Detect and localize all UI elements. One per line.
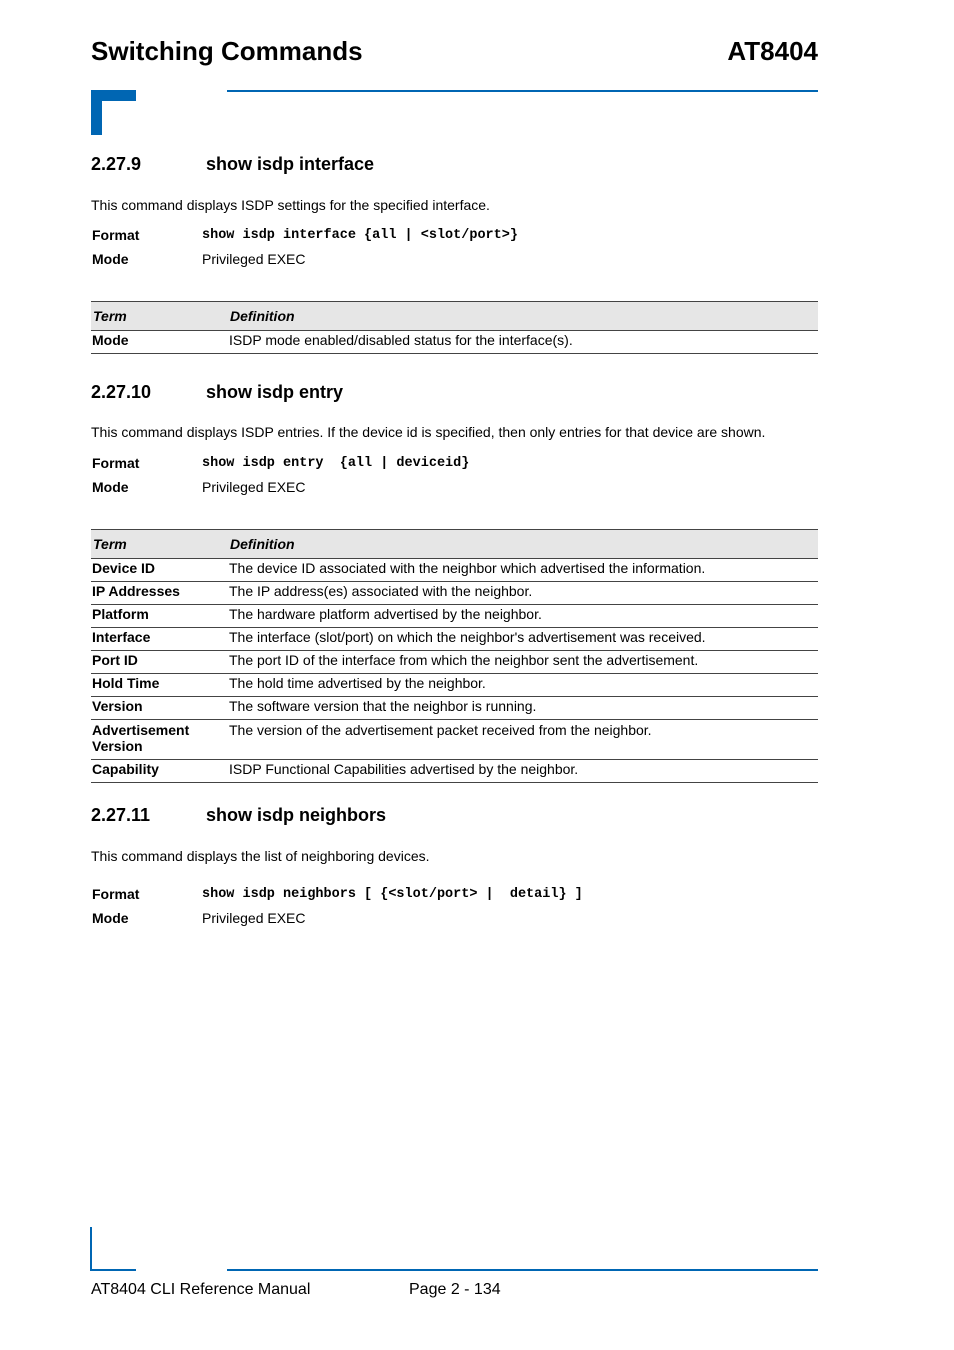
table-header-term: Term <box>91 302 228 331</box>
table-row <box>91 559 818 582</box>
header-product: AT8404 <box>727 36 818 66</box>
header-corner-mark <box>91 90 136 135</box>
term-cell: Version <box>91 697 228 720</box>
term-cell: Interface <box>91 628 228 651</box>
term-cell: Platform <box>91 605 228 628</box>
definition-cell: The interface (slot/port) on which the neighbor's advertisement was received. <box>228 628 818 651</box>
term-cell: IP Addresses <box>91 582 228 605</box>
header-title: Switching Commands <box>91 36 363 66</box>
footer-rule <box>227 1269 818 1271</box>
definition-cell: ISDP Functional Capabilities advertised by the neighbor. <box>228 760 818 783</box>
term-cell: Mode <box>91 331 228 354</box>
table-row <box>91 331 818 354</box>
mode-label: Mode <box>92 251 129 267</box>
table-row <box>91 605 818 628</box>
format-label: Format <box>92 227 140 243</box>
table-row <box>91 720 818 760</box>
definition-cell: The port ID of the interface from which the neighbor sent the advertisement. <box>228 651 818 674</box>
format-label: Format <box>92 886 140 902</box>
definition-cell: ISDP mode enabled/disabled status for the interface(s). <box>228 331 818 354</box>
definition-cell: The hold time advertised by the neighbor. <box>228 674 818 697</box>
section-number: 2.27.10 <box>91 382 152 402</box>
format-label: Format <box>92 455 140 471</box>
mode-label: Mode <box>92 479 129 495</box>
section-description: This command displays ISDP settings for the specified interface. <box>91 197 490 213</box>
table-row <box>91 760 818 783</box>
term-cell: Capability <box>91 760 228 783</box>
term-cell: Hold Time <box>91 674 228 697</box>
format-command: show isdp interface {all | <slot/port>} <box>202 228 518 243</box>
definition-cell: The version of the advertisement packet received from the neighbor. <box>228 720 818 760</box>
table-row <box>91 582 818 605</box>
mode-label: Mode <box>92 910 129 926</box>
definition-cell: The software version that the neighbor is running. <box>228 697 818 720</box>
definition-table <box>91 529 818 783</box>
table-header-definition: Definition <box>228 530 818 559</box>
table-row <box>91 628 818 651</box>
header-rule <box>227 90 818 92</box>
section-title: show isdp neighbors <box>206 805 387 825</box>
section-number: 2.27.11 <box>91 805 151 825</box>
term-cell: Advertisement Version <box>91 720 228 760</box>
term-cell: Port ID <box>91 651 228 674</box>
table-row <box>91 651 818 674</box>
section-title: show isdp interface <box>206 154 375 174</box>
table-row <box>91 674 818 697</box>
definition-cell: The IP address(es) associated with the neighbor. <box>228 582 818 605</box>
mode-value: Privileged EXEC <box>202 479 306 495</box>
definition-table <box>91 301 818 354</box>
mode-value: Privileged EXEC <box>202 910 306 926</box>
footer-manual-title: AT8404 CLI Reference Manual <box>91 1281 311 1298</box>
mode-value: Privileged EXEC <box>202 251 306 267</box>
footer-page-number: Page 2 - 134 <box>409 1281 501 1298</box>
table-header-term: Term <box>91 530 228 559</box>
section-title: show isdp entry <box>206 382 344 402</box>
table-header-definition: Definition <box>228 302 818 331</box>
format-command: show isdp neighbors [ {<slot/port> | detail} ] <box>202 887 583 902</box>
section-description: This command displays ISDP entries. If the device id is specified, then only entries for that device are shown. <box>91 424 766 440</box>
format-command: show isdp entry {all | deviceid} <box>202 456 470 471</box>
definition-cell: The hardware platform advertised by the neighbor. <box>228 605 818 628</box>
table-row <box>91 697 818 720</box>
section-description: This command displays the list of neighboring devices. <box>91 848 430 864</box>
section-number: 2.27.9 <box>91 154 142 174</box>
definition-cell: The device ID associated with the neighbor which advertised the information. <box>228 559 818 582</box>
term-cell: Device ID <box>91 559 228 582</box>
